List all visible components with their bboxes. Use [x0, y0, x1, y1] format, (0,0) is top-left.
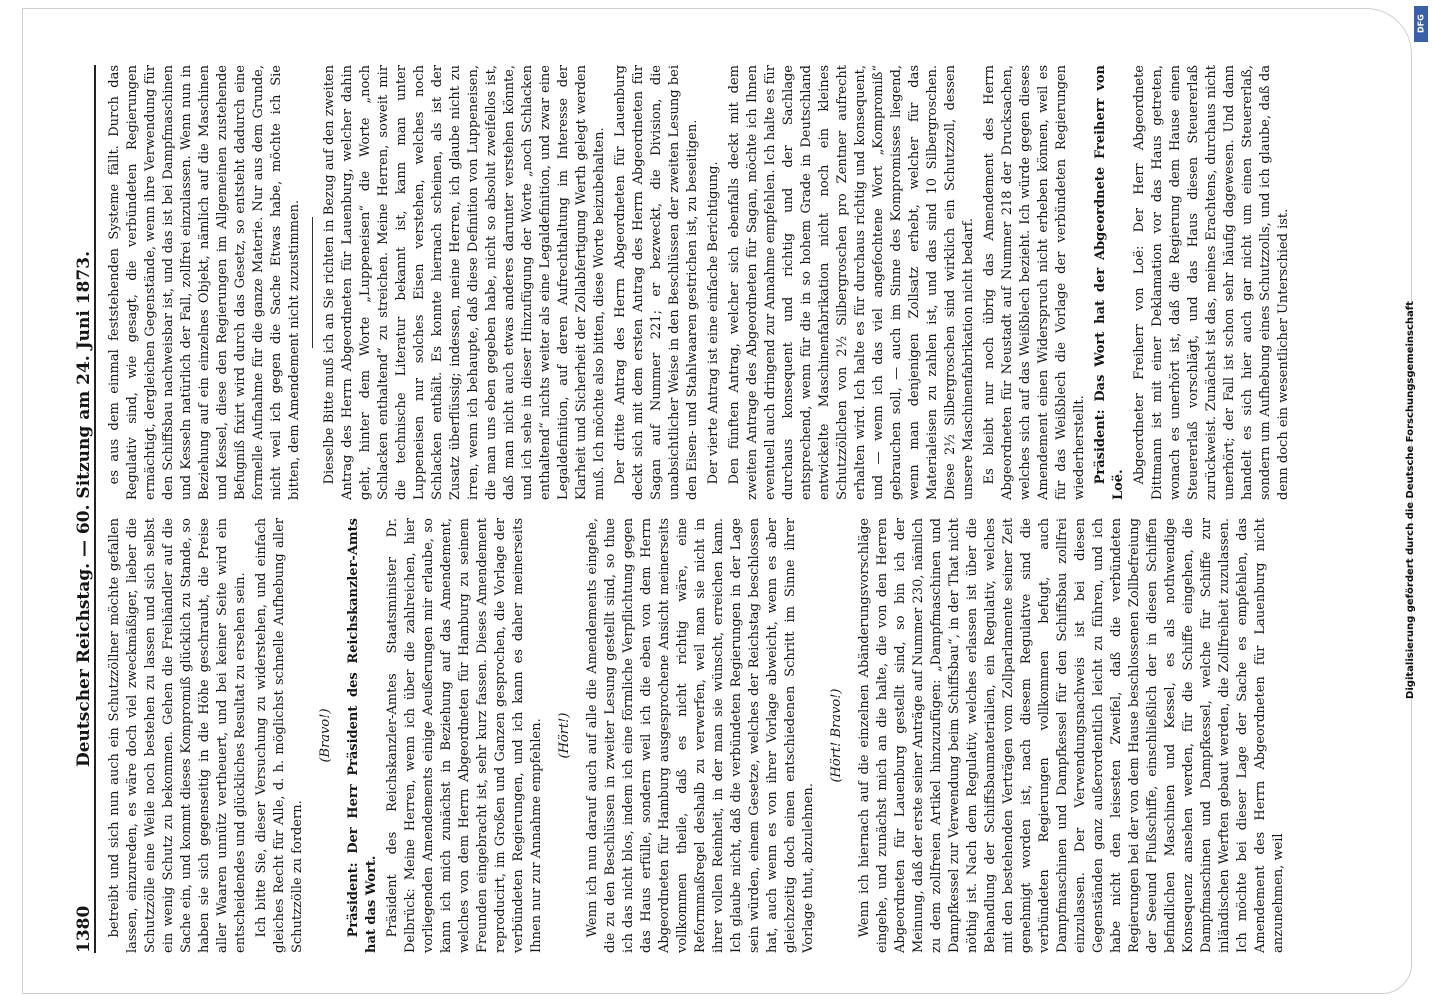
- speaker-line: Präsident: Der Herr Präsident des Reichskanzler-Amts hat das Wort.: [346, 518, 379, 953]
- paragraph: Abgeordneter Freiherr von Loë: Der Herr Abgeordnete Dittmann ist mit einer Deklamation vor das Haus getreten, wonach es unerhört ist, daß die Regierung dem Hause einen Steuererlaß vorschlägt, und das Haus diesen Steuererlaß zurückweist. Zunächst ist das, meines Erachtens, durchaus nicht unerhört; der Fall ist schon sehr häufig dagewesen. Und dann handelt es sich hier auch gar nicht um einen Steuererlaß, sondern um Aufhebung eines Schutzzolls, und ich glaube, daß da denn doch ein wesentlicher Unterschied ist.: [1132, 65, 1291, 500]
- speaker-line: Präsident: Das Wort hat der Abgeordnete Freiherr von Loë.: [1093, 65, 1126, 500]
- interjection: (Bravo!): [318, 708, 333, 763]
- page-title: Deutscher Reichstag. — 60. Sitzung am 24. Juni 1873.: [74, 251, 94, 767]
- paragraph: Den fünften Antrag, welcher sich ebenfalls deckt mit dem zweiten Antrage des Abgeordneten für Sagan, möchte ich Ihnen eventuell auch dringend zur Annahme empfehlen. Ich halte es für durchaus konsequent und richtig und der Sachlage entsprechend, wenn für die in so hohem Grade in Deutschland entwickelte Maschinenfabrikation nicht noch ein kleines Schutzzöllchen von 2½ Silbergroschen pro Zentner aufrecht erhalten wird. Ich halte es für durchaus richtig und konsequent, und — wenn ich das viel angefochtene Wort „Kompromiß“ gebrauchen soll, — auch im Sinne des Kompromisses liegend, wenn man denjenigen Zollsatz erhebt, welcher für das Materialeisen zu zahlen ist, und das sind 10 Silbergroschen. Diese 2½ Silbergroschen sind wirklich ein Schutzzoll, dessen unsere Maschinenfabrikation nicht bedarf.: [727, 65, 976, 500]
- interjection: (Hört! Bravo!): [829, 688, 844, 783]
- digitization-note: Digitalisierung gefördert durch die Deutsche Forschungsgemeinschaft: [1405, 301, 1416, 699]
- paragraph: es aus dem einmal feststehenden Systeme fällt. Durch das Regulativ sind, wie gesagt, die verbündeten Regierungen ermächtigt, dergleichen Gegenstände, wenn ihre Verwendung für den Schiffsbau nachweisbar ist, und das ist bei Dampfmaschinen und Kesseln natürlich der Fall, zollfrei einzulassen. Wenn nun in Beziehung auf ein einzelnes Objekt, nämlich auf die Maschinen und Kessel, diese den Regierungen im Allgemeinen zustehende Befugniß fixirt wird durch das Gesetz, so entsteht dadurch eine formelle Aufnahme für die ganze Materie. Nur aus dem Grunde, nicht weil ich gegen die Sache Etwas habe, möchte ich Sie bitten, dem Amendement nicht zuzustimmen.: [107, 65, 302, 500]
- column-left: [106, 518, 1410, 953]
- paragraph: Wenn ich hiernach auf die einzelnen Abänderungsvorschläge eingehe, und zunächst mich an die halte, die von den Herren Abgeordneten für Lauenburg gestellt sind, so bin ich der Meinung, daß der erste seiner Anträge auf Nummer 230, nämlich zu dem zollfreien Artikel hinzuzufügen: „Dampfmaschinen und Dampfkessel zur Verwendung beim Schiffsbau“, in der That nicht nöthig ist. Nach dem Regulativ, welches erlassen ist über die Behandlung der Schiffsbaumaterialien, ein Regulativ, welches mit den bestehenden Verträgen vom Zollparlamente seiner Zeit genehmigt worden ist, nach diesem Regulative sind die verbündeten Regierungen vollkommen befugt, auch Dampfmaschinen und Dampfkessel für den Schiffsbau zollfrei einzulassen. Der Verwendungsnachweis ist bei diesen Gegenständen ganz außerordentlich leicht zu führen, und ich habe nicht den leisesten Zweifel, daß die verbündeten Regierungen bei der von dem Hause beschlossenen Zollbefreiung der Seeund Flußschiffe, einschließlich der in diesen Schiffen befindlichen Maschinen und Kessel, es als nothwendige Konsequenz ansehen werden, für die Schiffe eingehen, die Dampfmaschinen und Dampfkessel, welche für Schiffe zur inländischen Werften gebaut werden, die Zollfreiheit zuzulassen. Ich möchte bei dieser Lage der Sache es empfehlen, das Amendement des Herrn Abgeordneten für Lauenburg nicht anzunehmen, weil: [857, 518, 1286, 953]
- interjection: (Hört!): [557, 712, 572, 759]
- paragraph: Es bleibt nur noch übrig das Amendement des Herrn Abgeordneten für Neustadt auf Nummer 218 der Drucksachen, welches sich auf das Weißblech bezieht. Ich würde gegen dieses Amendement einen Widerspruch nicht erheben können, weil es für das Weißblech die Vorlage der verbündeten Regierungen wiederherstellt.: [982, 65, 1087, 500]
- page-header: [64, 65, 96, 953]
- dfg-logo: DFG: [1414, 6, 1428, 42]
- divider: [312, 217, 313, 348]
- text-columns: [106, 65, 1410, 953]
- column-right: [106, 65, 1410, 500]
- page-content: [50, 29, 1412, 989]
- paragraph: Präsident des Reichskanzler-Amtes Staatsminister Dr. Delbrück: Meine Herren, wenn ich über die zahlreichen, hier vorliegenden Amendements einige Aeußerungen mir erlaube, so kann ich mich zunächst in Beziehung auf das Amendement, welches von dem Herrn Abgeordneten für Hamburg zu seinem Freunden eingebracht ist, sehr kurz fassen. Dieses Amendement reproducirt, im Großen und Ganzen gesprochen, die Vorlage der verbündeten Regierungen, und ich kann es daher meinerseits Ihnen nur zur Annahme empfehlen.: [385, 518, 544, 953]
- paragraph: Ich bitte Sie, dieser Versuchung zu widerstehen, und einfach gleiches Recht für Alle, d. h. möglichst schnelle Aufhebung aller Schutzzölle zu fordern.: [254, 518, 305, 953]
- paragraph: Dieselbe Bitte muß ich an Sie richten in Bezug auf den zweiten Antrag des Herrn Abgeordneten für Lauenburg, welcher dahin geht, hinter dem Worte „Luppeneisen“ die Worte „noch Schlacken enthaltend“ zu streichen. Meine Herren, soweit mir die technische Literatur bekannt ist, kann man unter Luppeneisen nur solches Eisen verstehen, welches noch Schlacken enthält. Es konnte hiernach scheinen, als ist der Zusatz überflüssig; indessen, meine Herren, ich glaube nicht zu irren, wenn ich behaupte, daß diese Definition von Luppeneisen, die man uns eben gegeben habe, nicht so absolut zweifellos ist, daß man nicht auch etwas anderes darunter verstehen könnte, und ich sehe in dieser Hinzufügung der Worte „noch Schlacken enthaltend“ nichts weiter als eine Legaldefinition, und zwar eine Legaldefinition, auf deren Aufrechthaltung im Interesse der Klarheit und Sicherheit der Zollabfertigung Werth gelegt werden muß. Ich möchte also bitten, diese Worte beizubehalten.: [322, 65, 607, 500]
- scanned-page: [22, 8, 1412, 994]
- paragraph: betreibt und sich nun auch ein Schutzzöllner möchte gefallen lassen, einzureden, es wäre doch viel zweckmäßiger, lieber die Schutzzölle eine Weile noch bestehen zu lassen und sich selbst ein wenig Schutz zu bekommen. Gehen die Freihändler auf die Sache ein, und kommt dieses Kompromiß glücklich zu Stande, so haben sie sich gegenseitig in die Höhe geschraubt, die Preise aller Waaren unnütz vertheuert, und bei keiner Seite wird ein entscheidendes und glückliches Resultat zu ersehen sein.: [107, 518, 248, 953]
- paragraph: Der dritte Antrag des Herrn Abgeordneten für Lauenburg deckt sich mit dem ersten Antrag des Herrn Abgeordneten für Sagan auf Nummer 221; er bezweckt, die Division, die unabsichtlicher Weise in den Beschlüssen der zweiten Lesung bei den Eisen- und Stahlwaaren gestrichen ist, zu beseitigen.: [613, 65, 700, 500]
- page-number: 1380: [74, 905, 94, 953]
- paragraph: Wenn ich nun darauf auch auf alle die Amendements eingehe, die zu den Beschlüssen in zweiter Lesung gestellt sind, so thue ich das nicht blos, indem ich eine förmliche Verpflichtung gegen das Haus erfülle, sondern weil ich die eben von dem Herrn Abgeordneten für Hamburg ausgesprochene Ansicht meinerseits vollkommen theile, daß es nicht richtig wäre, eine Reformmaßregel deshalb zu verwerfen, weil man sie nicht in ihrer vollen Reinheit, in der man sie wünscht, erreichen kann. Ich glaube nicht, daß die verbündeten Regierungen in der Lage sein würden, einem Gesetze, welches der Reichstag beschlossen hat, auch wenn es von ihrer Vorlage abweicht, wenn es aber gleichzeitig doch einen entschiedenen Schritt im Sinne ihrer Vorlage thut, abzulehnen.: [585, 518, 816, 953]
- paragraph: Der vierte Antrag ist eine einfache Berichtigung.: [706, 161, 721, 485]
